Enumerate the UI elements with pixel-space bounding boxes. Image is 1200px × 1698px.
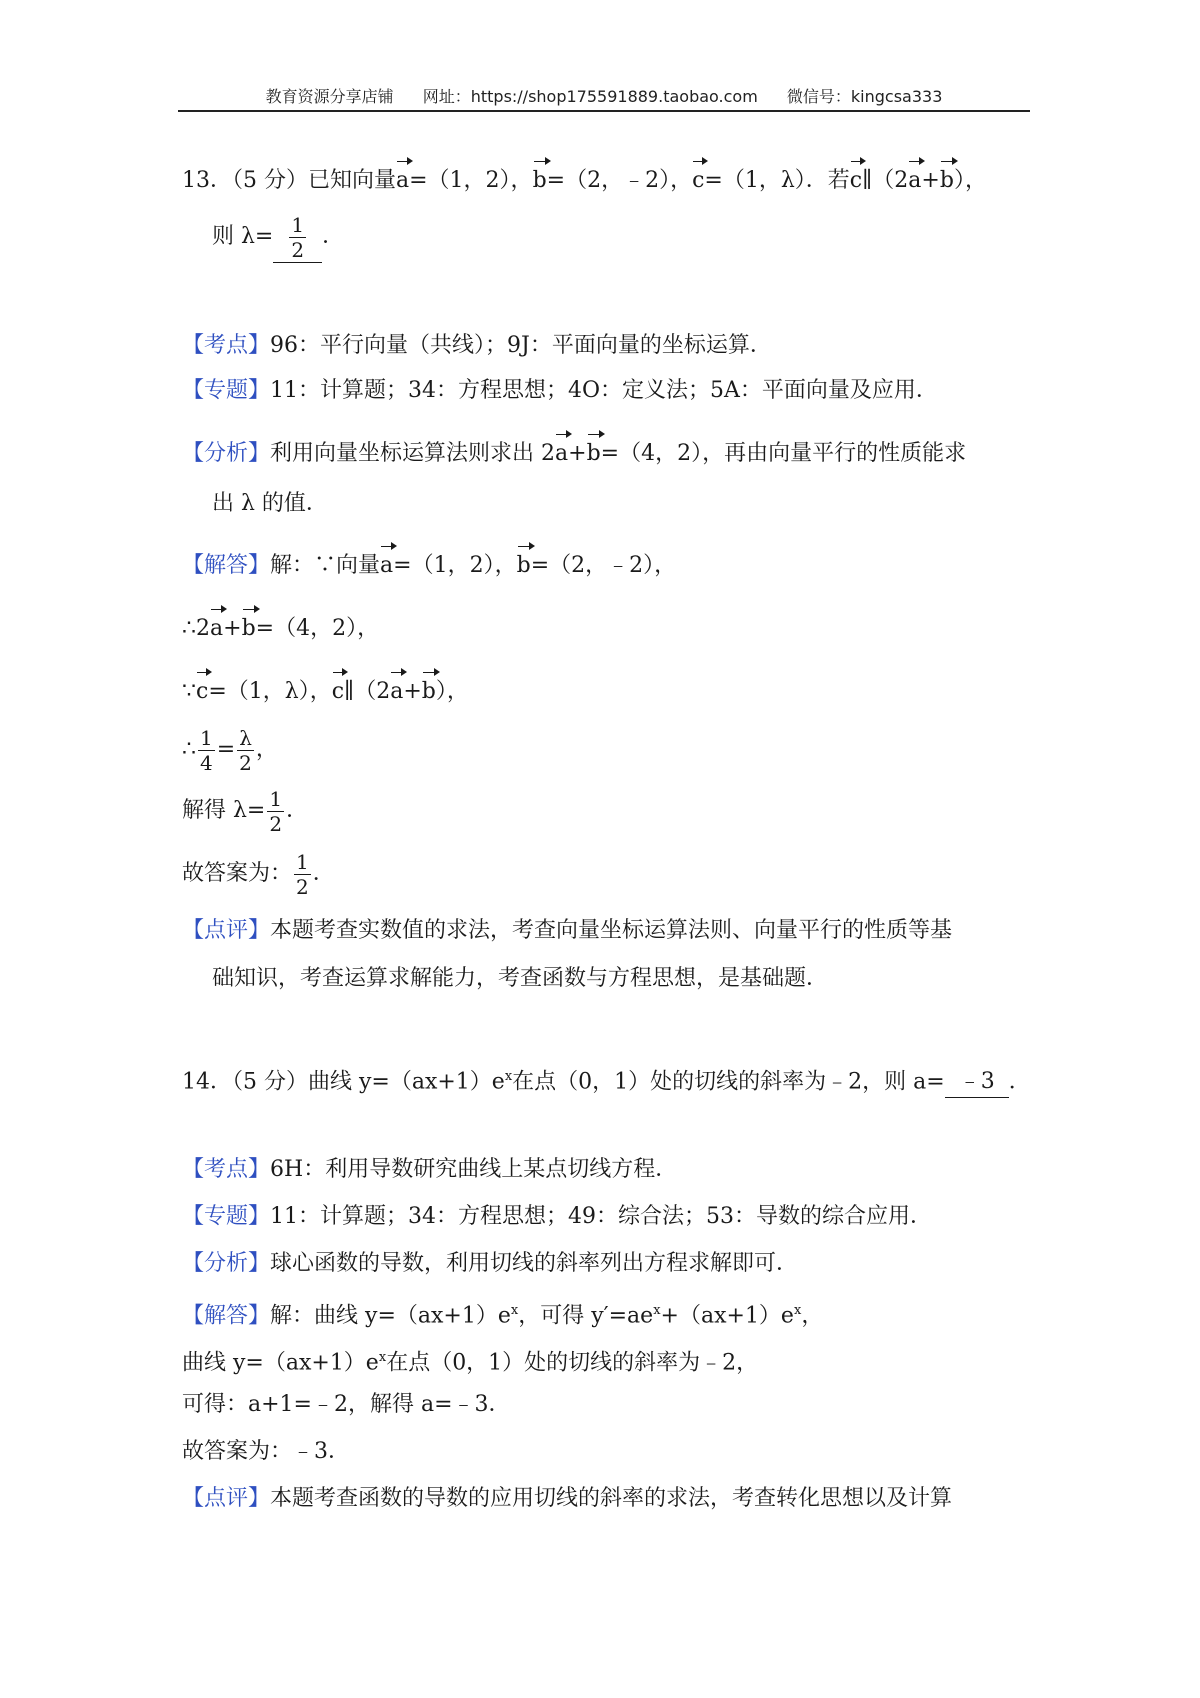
vector-c: c: [332, 671, 344, 707]
kaodian-tag: 【考点】: [182, 1157, 271, 1182]
step-text: ．: [312, 861, 335, 886]
header-shop: 教育资源分享店铺: [265, 87, 394, 106]
fraction-numerator: 1: [200, 725, 213, 750]
kaodian-tag: 【考点】: [182, 333, 271, 358]
q14-stem-text: 在点（0，1）处的切线的斜率为﹣2，则 a=: [512, 1069, 945, 1095]
q14-stem-text: 14．（5 分）曲线 y=（ax+1）e: [182, 1069, 505, 1095]
vector-a: a: [210, 608, 223, 644]
jieda-text: ，: [801, 1303, 824, 1329]
exponent: x: [378, 1350, 387, 1365]
fraction-denominator: 2: [269, 811, 283, 836]
q14-jieda: [182, 1296, 823, 1331]
step-text: 曲线 y=（ax+1）e: [182, 1350, 379, 1376]
q13-step2: [182, 608, 379, 644]
q13-stem-text: =（1，2），: [409, 168, 533, 193]
q14-step2: [182, 1343, 758, 1378]
step-text: ∥（2: [344, 679, 391, 704]
vector-c: c: [850, 160, 862, 196]
q14-step3: [182, 1390, 511, 1420]
kaodian-text: 96：平行向量（共线）；9J：平面向量的坐标运算．: [270, 333, 772, 358]
exponent: x: [504, 1069, 513, 1084]
q13-step3: [182, 671, 469, 707]
fraction-numerator: 1: [291, 212, 305, 237]
vector-b: b: [517, 545, 531, 581]
q14-end: ．: [1008, 1069, 1031, 1095]
q14-kaodian: [182, 1155, 677, 1185]
vector-b: b: [587, 433, 601, 469]
dianping-text: 本题考查实数值的求法，考查向量坐标运算法则、向量平行的性质等基: [270, 918, 953, 943]
step-text: ．: [286, 798, 309, 823]
header-wechat: 微信号：kingcsa333: [786, 87, 943, 106]
q14-fenxi: [182, 1249, 798, 1279]
kaodian-text: 6H：利用导数研究曲线上某点切线方程．: [270, 1157, 678, 1182]
fraction-numerator: λ: [237, 726, 254, 751]
jieda-text: =（2，﹣2），: [530, 553, 677, 578]
q13-zhuanti: [182, 376, 938, 406]
dianping-text: 础知识，考查运算求解能力，考查函数与方程思想，是基础题．: [212, 966, 829, 991]
fenxi-tag: 【分析】: [182, 441, 271, 466]
answer-blank: [273, 212, 322, 263]
fenxi-text: 出 λ 的值．: [212, 491, 328, 516]
vector-b: b: [533, 160, 547, 196]
answer-fraction: [289, 213, 306, 262]
fraction-half: [267, 787, 284, 836]
q13-stem-text: =（1，λ）．若: [704, 168, 850, 193]
step-text: ∴: [182, 737, 196, 762]
q13-kaodian: [182, 331, 772, 361]
step-text: ∵: [182, 679, 196, 704]
q13-stem-text: =（2，﹣2），: [546, 168, 693, 193]
fenxi-tag: 【分析】: [182, 1251, 271, 1276]
q14-stem: [182, 1062, 1031, 1098]
fenxi-text: =（4，2），再由向量平行的性质能求: [600, 441, 967, 466]
fraction-numerator: 1: [296, 849, 309, 874]
q13-stem-text: ），: [953, 168, 987, 193]
fenxi-text: 利用向量坐标运算法则求出 2: [270, 441, 556, 466]
exponent: x: [653, 1303, 661, 1318]
vector-a: a: [908, 160, 921, 196]
plus-sign: +: [403, 679, 422, 704]
q13-stem-text: 13．（5 分）已知向量: [182, 168, 396, 193]
q13-end: ．: [322, 224, 345, 249]
jieda-text: ，可得 y′=ae: [518, 1303, 654, 1329]
q13-fenxi-cont: [212, 489, 328, 519]
step-text: 故答案为：﹣3．: [182, 1439, 350, 1464]
jieda-text: 解：曲线 y=（ax+1）e: [270, 1303, 511, 1329]
plus-sign: +: [223, 616, 242, 641]
q13-step6: [182, 846, 335, 902]
q13-dianping-cont: [212, 964, 828, 994]
jieda-tag: 【解答】: [182, 553, 271, 578]
vector-b: b: [422, 671, 436, 707]
vector-a: a: [380, 545, 393, 581]
q14-dianping: [182, 1484, 952, 1514]
q13-then-text: 则 λ=: [212, 224, 274, 249]
step-text: =（1，λ），: [208, 679, 332, 704]
fraction-lambda-half: [237, 726, 254, 775]
step-text: 在点（0，1）处的切线的斜率为﹣2，: [386, 1350, 759, 1376]
vector-c: c: [692, 160, 704, 196]
fraction-half: [294, 850, 311, 899]
fraction-denominator: 4: [200, 750, 213, 775]
step-text: 可得：a+1=﹣2，解得 a=﹣3．: [182, 1392, 511, 1417]
q14-zhuanti: [182, 1202, 932, 1232]
q13-step5: [182, 783, 308, 839]
header-divider: [178, 110, 1030, 112]
zhuanti-tag: 【专题】: [182, 378, 271, 403]
jieda-tag: 【解答】: [182, 1303, 271, 1329]
fraction-denominator: 2: [296, 874, 309, 899]
zhuanti-text: 11：计算题；34：方程思想；4O：定义法；5A：平面向量及应用．: [270, 378, 938, 403]
dianping-text: 本题考查函数的导数的应用切线的斜率的求法，考查转化思想以及计算: [270, 1486, 953, 1511]
step-text: =（4，2），: [255, 616, 380, 641]
equals-sign: =: [216, 737, 236, 762]
vector-c: c: [196, 671, 208, 707]
jieda-text: +（ax+1）e: [660, 1303, 794, 1329]
step-text: 解得 λ=: [182, 798, 266, 823]
vector-b: b: [940, 160, 954, 196]
q13-fenxi: [182, 433, 966, 469]
fraction-one-quarter: [198, 726, 215, 775]
jieda-text: =（1，2），: [393, 553, 517, 578]
vector-a: a: [396, 160, 409, 196]
fenxi-text: 球心函数的导数，利用切线的斜率列出方程求解即可．: [270, 1251, 799, 1276]
answer-blank: ﹣3: [945, 1067, 1009, 1098]
dianping-tag: 【点评】: [182, 1486, 271, 1511]
plus-sign: +: [921, 168, 940, 193]
fraction-denominator: 2: [239, 750, 252, 775]
zhuanti-tag: 【专题】: [182, 1204, 271, 1229]
zhuanti-text: 11：计算题；34：方程思想；49：综合法；53：导数的综合应用．: [270, 1204, 932, 1229]
q13-stem-text: ∥（2: [862, 168, 909, 193]
exponent: x: [510, 1303, 519, 1318]
page-header: [178, 84, 1030, 107]
q13-stem: [182, 160, 987, 196]
dianping-tag: 【点评】: [182, 918, 271, 943]
vector-a: a: [390, 671, 403, 707]
q14-step4: [182, 1437, 350, 1467]
step-text: ，: [255, 737, 278, 762]
exponent: x: [793, 1303, 802, 1318]
q13-answer-line: [212, 212, 344, 263]
q13-step4: [182, 722, 278, 778]
q13-jieda: [182, 545, 676, 581]
vector-b: b: [242, 608, 256, 644]
step-text: ），: [435, 679, 469, 704]
plus-sign: +: [568, 441, 587, 466]
vector-a: a: [555, 433, 568, 469]
fraction-numerator: 1: [269, 786, 283, 811]
fraction-denominator: 2: [291, 237, 305, 262]
q13-dianping: [182, 916, 952, 946]
header-url[interactable]: 网址：https://shop175591889.taobao.com: [422, 87, 758, 106]
step-text: 故答案为：: [182, 861, 293, 886]
step-text: ∴2: [182, 616, 210, 641]
jieda-text: 解：∵向量: [270, 553, 381, 578]
